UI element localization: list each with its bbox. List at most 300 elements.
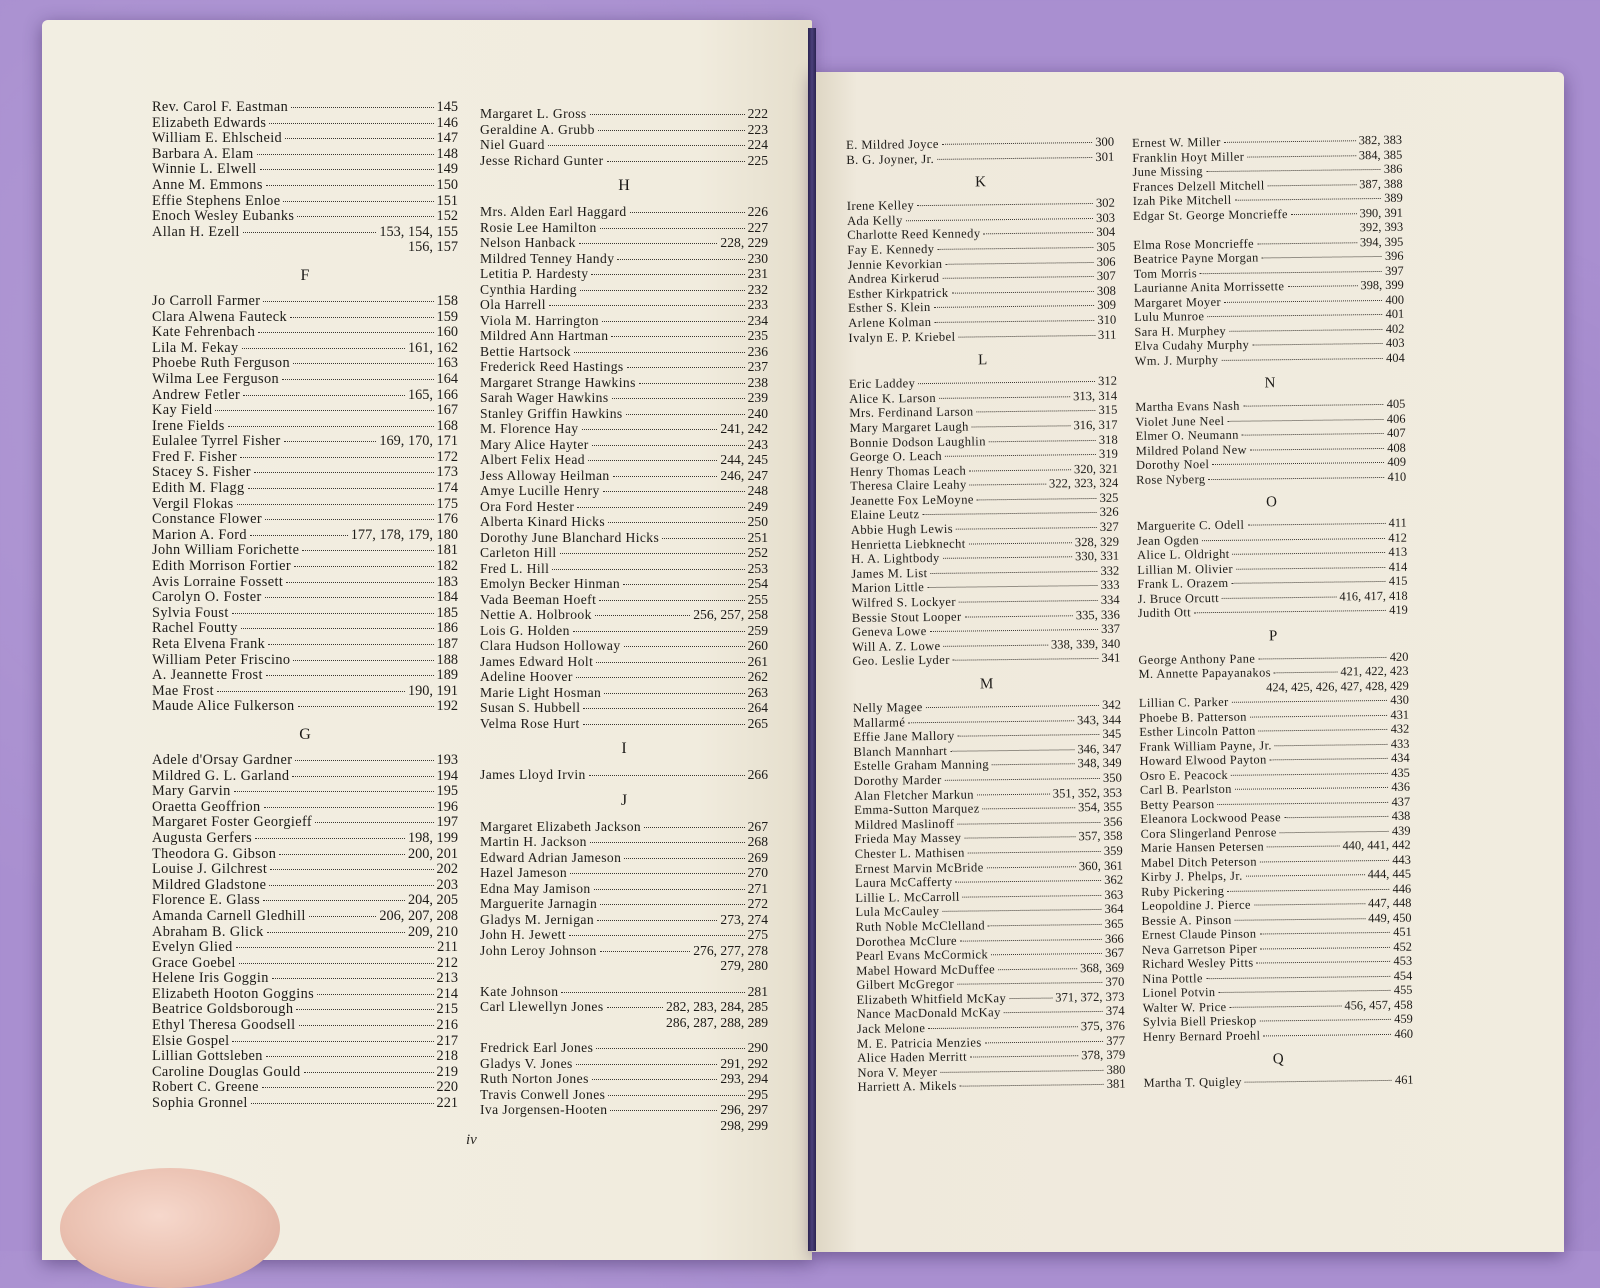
dot-leader bbox=[957, 822, 1100, 825]
dot-leader bbox=[228, 426, 434, 427]
entry-pages: 430 bbox=[1390, 692, 1409, 707]
index-entry bbox=[152, 403, 458, 419]
entry-name: Helene Iris Goggin bbox=[152, 971, 269, 987]
dot-leader bbox=[644, 827, 744, 828]
entry-name: Violet June Neel bbox=[1135, 413, 1225, 429]
entry-pages: 433 bbox=[1390, 736, 1410, 751]
entry-pages: 238 bbox=[747, 374, 768, 390]
dot-leader bbox=[600, 904, 744, 905]
index-entry bbox=[152, 450, 458, 466]
entry-pages: 335, 336 bbox=[1075, 607, 1120, 622]
entry-name: Martha T. Quigley bbox=[1143, 1074, 1242, 1090]
entry-pages: 380 bbox=[1106, 1062, 1126, 1077]
dot-leader bbox=[1227, 418, 1383, 421]
entry-name: Cynthia Harding bbox=[480, 281, 577, 297]
entry-name: Edgar St. George Moncrieffe bbox=[1132, 206, 1288, 223]
entry-name: Nora V. Meyer bbox=[857, 1064, 938, 1080]
dot-leader bbox=[1250, 714, 1388, 717]
dot-leader bbox=[294, 566, 433, 567]
index-entry bbox=[152, 668, 458, 684]
index-entry bbox=[480, 406, 768, 422]
entry-pages: 195 bbox=[436, 784, 458, 800]
entry-name: Effie Stephens Enloe bbox=[152, 193, 281, 209]
entry-name: B. G. Joyner, Jr. bbox=[846, 151, 935, 167]
entry-name: Mabel Ditch Peterson bbox=[1140, 854, 1258, 870]
entry-pages: 419 bbox=[1389, 602, 1408, 617]
entry-name: Nance MacDonald McKay bbox=[856, 1005, 1001, 1022]
entry-name: Elmer O. Neumann bbox=[1135, 427, 1239, 443]
section-letter: I bbox=[621, 740, 627, 757]
entry-name: Margaret Foster Georgieff bbox=[152, 815, 313, 831]
index-entry bbox=[152, 481, 458, 497]
entry-pages: 328, 329 bbox=[1074, 534, 1120, 549]
index-entry bbox=[152, 116, 458, 132]
entry-pages: 149 bbox=[436, 162, 458, 178]
entry-name: Emolyn Becker Hinman bbox=[480, 576, 621, 591]
entry-name: Judith Ott bbox=[1137, 605, 1192, 620]
index-entry bbox=[152, 940, 458, 956]
entry-pages: 293, 294 bbox=[720, 1071, 768, 1086]
entry-name: William E. Ehlscheid bbox=[152, 131, 283, 147]
entry-name: Blanch Mannhart bbox=[853, 743, 948, 759]
entry-name: Mildred G. L. Garland bbox=[152, 768, 290, 784]
entry-pages: 332 bbox=[1100, 563, 1120, 578]
entry-name: Lillian M. Olivier bbox=[1137, 561, 1234, 577]
dot-leader bbox=[1247, 155, 1356, 157]
dot-leader bbox=[1009, 997, 1052, 999]
entry-name: M. Florence Hay bbox=[480, 421, 579, 436]
dot-leader bbox=[1280, 830, 1389, 832]
entry-name: Carl Llewellyn Jones bbox=[480, 999, 604, 1014]
dot-leader bbox=[241, 628, 434, 629]
entry-pages: 443 bbox=[1392, 852, 1411, 867]
entry-name: Laurianne Anita Morrissette bbox=[1133, 279, 1285, 295]
entry-pages: 400 bbox=[1385, 292, 1405, 307]
entry-pages: 300 bbox=[1095, 134, 1115, 149]
entry-name: Izah Pike Mitchell bbox=[1132, 192, 1232, 208]
entry-pages: 226 bbox=[747, 204, 768, 219]
dot-leader bbox=[269, 885, 433, 886]
entry-name: Henry Thomas Leach bbox=[849, 463, 967, 479]
dot-leader bbox=[250, 535, 348, 536]
index-entry bbox=[152, 1002, 458, 1018]
index-entry bbox=[152, 699, 458, 715]
dot-leader bbox=[1229, 1005, 1341, 1007]
entry-pages: 402 bbox=[1385, 321, 1405, 336]
dot-leader bbox=[937, 247, 1093, 250]
index-entry bbox=[152, 847, 458, 863]
dot-leader bbox=[1287, 285, 1357, 287]
entry-name: Mildred Poland New bbox=[1135, 442, 1248, 458]
entry-pages-continued: 392, 393 bbox=[1359, 219, 1404, 235]
entry-name: H. A. Lightbody bbox=[851, 551, 940, 567]
entry-pages: 173 bbox=[436, 465, 458, 481]
entry-name: Evelyn Glied bbox=[152, 940, 233, 956]
entry-pages: 219 bbox=[436, 1064, 458, 1080]
entry-pages: 303 bbox=[1096, 210, 1116, 225]
entry-pages: 415 bbox=[1388, 573, 1408, 588]
index-entry bbox=[480, 204, 768, 220]
entry-pages: 437 bbox=[1391, 794, 1411, 809]
entry-pages: 266 bbox=[747, 767, 768, 782]
dot-leader bbox=[1227, 888, 1389, 891]
entry-pages: 227 bbox=[747, 219, 768, 235]
index-entry bbox=[1143, 1026, 1413, 1044]
entry-name: Alice Haden Merritt bbox=[857, 1049, 968, 1066]
entry-pages: 456, 457, 458 bbox=[1344, 997, 1413, 1012]
dot-leader bbox=[1254, 903, 1365, 905]
entry-name: George O. Leach bbox=[849, 448, 943, 465]
entry-pages: 375, 376 bbox=[1080, 1018, 1125, 1034]
dot-leader bbox=[1233, 552, 1386, 555]
entry-name: Jo Carroll Farmer bbox=[152, 293, 261, 309]
entry-pages: 263 bbox=[747, 684, 768, 700]
index-entry bbox=[152, 971, 458, 987]
entry-pages: 260 bbox=[747, 638, 768, 653]
entry-name: M. Annette Papayanakos bbox=[1138, 665, 1271, 681]
entry-name: Osro E. Peacock bbox=[1139, 767, 1229, 783]
dot-leader bbox=[232, 1041, 433, 1042]
entry-name: Charlotte Reed Kennedy bbox=[847, 226, 981, 243]
entry-name: Frieda May Massey bbox=[854, 830, 962, 847]
entry-pages: 356 bbox=[1103, 814, 1123, 829]
index-entry bbox=[480, 1071, 768, 1087]
dot-leader bbox=[1252, 343, 1383, 346]
section-letter: J bbox=[620, 791, 628, 809]
dot-leader bbox=[299, 1025, 434, 1026]
entry-pages: 394, 395 bbox=[1359, 234, 1404, 249]
index-entry bbox=[152, 1080, 458, 1096]
entry-pages: 239 bbox=[747, 390, 768, 405]
dot-leader bbox=[983, 232, 1093, 234]
index-entry bbox=[480, 153, 768, 169]
dot-leader bbox=[1260, 946, 1390, 949]
entry-name: Esther S. Klein bbox=[847, 300, 931, 316]
dot-leader bbox=[1235, 918, 1366, 921]
entry-name: Dorothy Noel bbox=[1135, 457, 1210, 472]
entry-name: Tom Morris bbox=[1133, 265, 1198, 281]
entry-pages: 350 bbox=[1102, 770, 1122, 785]
index-entry bbox=[480, 437, 768, 453]
dot-leader bbox=[266, 675, 434, 676]
entry-pages: 318 bbox=[1098, 432, 1118, 447]
entry-name: Avis Lorraine Fossett bbox=[152, 574, 284, 590]
entry-pages: 254 bbox=[747, 576, 768, 591]
index-entry bbox=[480, 834, 768, 850]
entry-name: Rosie Lee Hamilton bbox=[480, 219, 597, 235]
entry-name: John Leroy Johnson bbox=[480, 942, 597, 958]
dot-leader bbox=[1236, 566, 1386, 569]
entry-name: Lillian C. Parker bbox=[1138, 694, 1229, 710]
entry-pages: 259 bbox=[747, 622, 768, 638]
index-entry bbox=[480, 483, 768, 499]
entry-pages: 440, 441, 442 bbox=[1342, 837, 1411, 853]
entry-name: Abraham B. Glick bbox=[152, 924, 264, 940]
entry-name: Gladys M. Jernigan bbox=[480, 911, 595, 927]
entry-pages: 240 bbox=[747, 405, 768, 421]
entry-pages: 243 bbox=[747, 436, 768, 452]
dot-leader bbox=[583, 708, 744, 709]
index-entry bbox=[152, 753, 458, 769]
entry-name: Estelle Graham Manning bbox=[853, 757, 990, 774]
dot-leader bbox=[942, 276, 1093, 279]
entry-pages: 158 bbox=[436, 293, 458, 309]
entry-pages: 378, 379 bbox=[1081, 1047, 1126, 1063]
entry-name: Theodora G. Gibson bbox=[152, 846, 277, 862]
entry-pages: 334 bbox=[1100, 592, 1120, 607]
entry-pages: 222 bbox=[747, 106, 768, 121]
entry-pages: 337 bbox=[1101, 621, 1121, 637]
dot-leader bbox=[603, 491, 745, 492]
entry-pages: 346, 347 bbox=[1077, 741, 1122, 756]
dot-leader bbox=[953, 658, 1099, 661]
dot-leader bbox=[265, 519, 434, 520]
dot-leader bbox=[1245, 1080, 1392, 1083]
entry-pages: 192 bbox=[436, 699, 458, 715]
entry-name: Reta Elvena Frank bbox=[152, 637, 266, 652]
entry-pages: 403 bbox=[1385, 335, 1405, 350]
entry-name: Maude Alice Fulkerson bbox=[152, 699, 295, 715]
index-entry bbox=[480, 282, 768, 298]
entry-pages: 203 bbox=[436, 877, 458, 893]
entry-pages: 204, 205 bbox=[407, 893, 458, 909]
entry-name: Stanley Griffin Hawkins bbox=[480, 405, 623, 421]
entry-pages: 281 bbox=[747, 983, 768, 999]
entry-pages: 190, 191 bbox=[407, 683, 458, 699]
dot-leader bbox=[552, 569, 744, 570]
entry-name: Mary Alice Hayter bbox=[480, 436, 589, 452]
section-letter: Q bbox=[1272, 1051, 1284, 1068]
entry-name: Marion Little bbox=[851, 580, 925, 596]
entry-pages: 172 bbox=[436, 449, 458, 465]
dot-leader bbox=[956, 880, 1102, 883]
entry-name: Carolyn O. Foster bbox=[152, 590, 262, 606]
index-entry bbox=[152, 815, 458, 831]
entry-pages: 197 bbox=[436, 815, 458, 831]
entry-name: Dorothy Marder bbox=[853, 772, 942, 788]
index-entry bbox=[480, 669, 768, 685]
section-letter: G bbox=[299, 725, 311, 743]
entry-pages: 367 bbox=[1104, 945, 1125, 960]
entry-name: Neva Garretson Piper bbox=[1141, 941, 1258, 957]
entry-name: Beatrice Goldsborough bbox=[152, 1002, 294, 1018]
entry-pages: 183 bbox=[436, 574, 458, 590]
entry-name: Howard Elwood Payton bbox=[1139, 752, 1267, 768]
dot-leader bbox=[257, 154, 434, 155]
index-column-1 bbox=[152, 100, 458, 1112]
entry-pages: 320, 321 bbox=[1073, 461, 1119, 476]
entry-name: Kate Fehrenbach bbox=[152, 325, 256, 341]
entry-name: Enoch Wesley Eubanks bbox=[152, 209, 295, 225]
entry-name: Fredrick Earl Jones bbox=[480, 1040, 594, 1055]
entry-name: Frank William Payne, Jr. bbox=[1139, 737, 1272, 754]
dot-leader bbox=[939, 396, 1070, 399]
dot-leader bbox=[972, 425, 1071, 427]
dot-leader bbox=[237, 504, 434, 505]
entry-pages: 409 bbox=[1387, 454, 1407, 469]
entry-name: Andrew Fetler bbox=[152, 387, 241, 403]
entry-pages: 224 bbox=[747, 137, 768, 152]
index-entry bbox=[152, 575, 458, 591]
dot-leader bbox=[1224, 140, 1356, 143]
index-entry bbox=[152, 862, 458, 878]
dot-leader bbox=[1262, 256, 1382, 258]
entry-pages: 159 bbox=[436, 309, 458, 325]
entry-pages: 250 bbox=[747, 514, 768, 529]
entry-pages: 187 bbox=[436, 637, 458, 652]
dot-leader bbox=[956, 527, 1097, 530]
dot-leader bbox=[983, 807, 1075, 809]
entry-name: Sylvia Biell Prieskop bbox=[1142, 1013, 1257, 1029]
entry-pages: 181 bbox=[436, 543, 458, 559]
index-entry bbox=[846, 149, 1114, 167]
entry-pages: 322, 323, 324 bbox=[1048, 475, 1119, 491]
index-entry bbox=[152, 559, 458, 575]
entry-name: Edith Morrison Fortier bbox=[152, 559, 292, 575]
entry-name: James M. List bbox=[851, 565, 928, 581]
entry-pages: 304 bbox=[1096, 225, 1116, 240]
dot-leader bbox=[292, 776, 433, 777]
entry-pages: 146 bbox=[436, 115, 458, 131]
entry-pages: 461 bbox=[1394, 1072, 1414, 1087]
index-entry bbox=[152, 341, 458, 357]
index-entry bbox=[152, 621, 458, 637]
dot-leader bbox=[298, 706, 434, 707]
entry-name: Beatrice Payne Morgan bbox=[1133, 250, 1259, 266]
index-entry bbox=[480, 297, 768, 313]
dot-leader bbox=[1208, 476, 1384, 479]
book-spine bbox=[808, 28, 816, 1251]
entry-name: James Edward Holt bbox=[480, 653, 594, 669]
entry-name: Nina Pottle bbox=[1142, 970, 1203, 986]
index-entry bbox=[152, 147, 458, 163]
dot-leader bbox=[549, 305, 745, 306]
entry-name: Wilfred S. Lockyer bbox=[851, 594, 957, 610]
entry-pages: 153, 154, 155 bbox=[379, 224, 458, 240]
dot-leader bbox=[263, 900, 405, 901]
entry-name: Carleton Hill bbox=[480, 545, 557, 560]
entry-pages: 416, 417, 418 bbox=[1339, 588, 1408, 603]
dot-leader bbox=[1275, 743, 1388, 745]
entry-name: Grace Goebel bbox=[152, 955, 236, 971]
dot-leader bbox=[217, 691, 405, 692]
dot-leader bbox=[590, 114, 745, 115]
dot-leader bbox=[243, 395, 405, 396]
index-entry bbox=[480, 912, 768, 928]
dot-leader bbox=[582, 429, 718, 430]
dot-leader bbox=[592, 1079, 718, 1080]
dot-leader bbox=[265, 597, 434, 598]
entry-pages: 265 bbox=[747, 715, 768, 731]
dot-leader bbox=[1259, 729, 1388, 732]
index-entry bbox=[480, 850, 768, 866]
entry-pages: 313, 314 bbox=[1073, 388, 1118, 403]
index-entry bbox=[852, 651, 1120, 669]
entry-name: Allan H. Ezell bbox=[152, 224, 240, 240]
entry-name: Theresa Claire Leahy bbox=[850, 477, 967, 494]
dot-leader bbox=[1263, 1033, 1391, 1036]
dot-leader bbox=[248, 488, 434, 489]
index-entry bbox=[480, 623, 768, 639]
index-entry bbox=[152, 769, 458, 785]
dot-leader bbox=[988, 924, 1102, 926]
entry-pages: 160 bbox=[436, 325, 458, 341]
entry-name: Albert Felix Head bbox=[480, 452, 585, 467]
dot-leader bbox=[968, 851, 1101, 854]
dot-leader bbox=[1243, 404, 1384, 407]
entry-pages: 273, 274 bbox=[720, 911, 768, 927]
dot-leader bbox=[284, 441, 377, 442]
dot-leader bbox=[945, 262, 1093, 265]
dot-leader bbox=[927, 585, 1097, 588]
index-entry bbox=[480, 359, 768, 375]
entry-pages: 269 bbox=[747, 849, 768, 865]
entry-pages: 235 bbox=[747, 328, 768, 343]
entry-pages: 460 bbox=[1394, 1026, 1414, 1041]
index-entry bbox=[480, 685, 768, 701]
dot-leader bbox=[309, 916, 377, 917]
dot-leader bbox=[1218, 990, 1390, 993]
section-letter: H bbox=[618, 177, 630, 194]
entry-name: Gladys V. Jones bbox=[480, 1055, 573, 1071]
entry-pages: 302 bbox=[1095, 195, 1115, 211]
dot-leader bbox=[1206, 975, 1391, 978]
entry-name: Elva Cudahy Murphy bbox=[1134, 337, 1250, 353]
entry-pages: 449, 450 bbox=[1368, 910, 1412, 925]
entry-name: Rev. Carol F. Eastman bbox=[152, 100, 289, 115]
index-entry bbox=[152, 388, 458, 404]
index-entry bbox=[480, 328, 768, 344]
dot-leader bbox=[579, 243, 718, 244]
entry-name: Henry Bernard Proehl bbox=[1142, 1027, 1261, 1044]
entry-name: Marie Hansen Petersen bbox=[1140, 839, 1265, 855]
entry-name: Augusta Gerfers bbox=[152, 830, 253, 846]
entry-name: Lillie L. McCarroll bbox=[855, 889, 960, 905]
dot-leader bbox=[602, 321, 745, 322]
index-entry bbox=[152, 987, 458, 1003]
entry-name: Leopoldine J. Pierce bbox=[1141, 897, 1252, 913]
entry-name: E. Mildred Joyce bbox=[846, 136, 939, 152]
entry-pages: 306 bbox=[1096, 254, 1116, 269]
dot-leader bbox=[236, 947, 434, 948]
dot-leader bbox=[992, 764, 1075, 766]
entry-pages: 248 bbox=[747, 483, 768, 498]
entry-pages: 451 bbox=[1393, 924, 1412, 939]
entry-gap bbox=[480, 974, 768, 984]
index-entry bbox=[1135, 350, 1405, 368]
dot-leader bbox=[600, 951, 691, 952]
dot-leader bbox=[928, 1026, 1078, 1029]
entry-pages: 176 bbox=[436, 512, 458, 528]
entry-name: Alice K. Larson bbox=[849, 390, 937, 406]
entry-pages: 396 bbox=[1384, 248, 1404, 263]
entry-name: Dorothy June Blanchard Hicks bbox=[480, 529, 660, 545]
entry-name: Sara H. Murphey bbox=[1134, 323, 1227, 339]
entry-pages: 241, 242 bbox=[720, 421, 768, 436]
entry-name: Effie Jane Mallory bbox=[853, 728, 955, 745]
entry-pages: 163 bbox=[436, 356, 458, 372]
dot-leader bbox=[918, 381, 1095, 384]
entry-name: Sylvia Foust bbox=[152, 605, 229, 621]
entry-pages: 270 bbox=[747, 865, 768, 880]
dot-leader bbox=[561, 992, 744, 993]
dot-leader bbox=[1221, 357, 1383, 360]
dot-leader bbox=[599, 600, 744, 601]
entry-pages: 232 bbox=[747, 281, 768, 297]
dot-leader bbox=[977, 498, 1097, 500]
index-entry bbox=[480, 881, 768, 897]
entry-name: Sarah Wager Hawkins bbox=[480, 390, 609, 405]
